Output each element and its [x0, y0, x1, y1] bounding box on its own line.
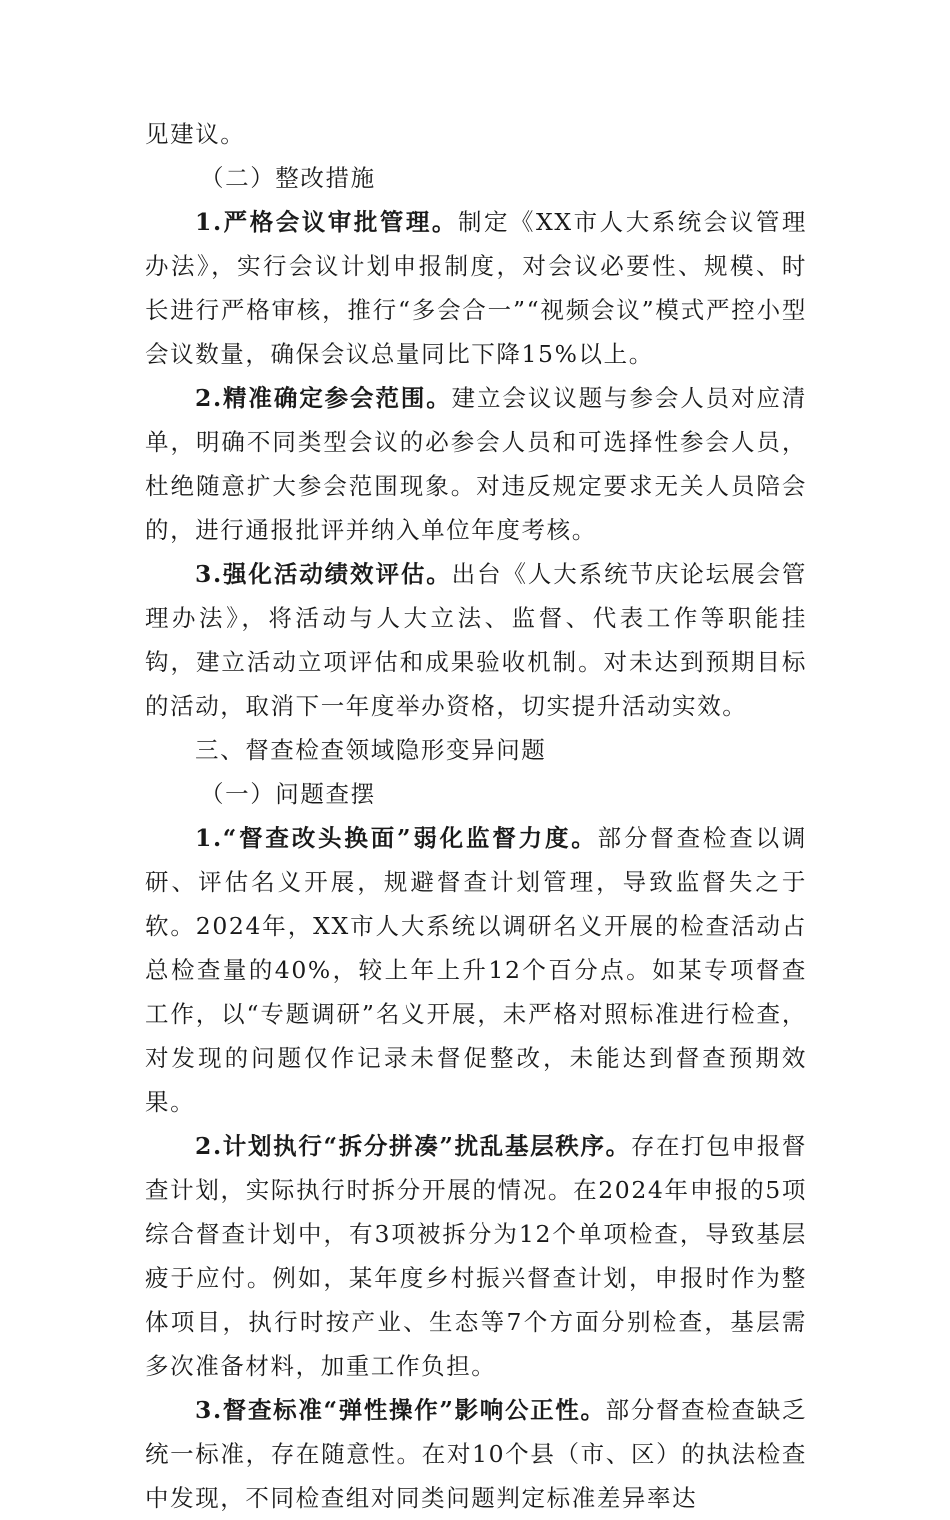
paragraph-10-text: 部分督查检查缺乏统一标准，存在随意性。在对10个县（市、区）的执法检查中发现，不同检查组对同类问题判定标准差异率达	[145, 1396, 807, 1512]
paragraph-5-text: 出台《人大系统节庆论坛展会管理办法》，将活动与人大立法、监督、代表工作等职能挂钩，建立活动立项评估和成果验收机制。对未达到预期目标的活动，取消下一年度举办资格，切实提升活动实效。	[145, 560, 807, 720]
section-heading-inspection: 三、督查检查领域隐形变异问题	[195, 736, 547, 764]
paragraph-7	[145, 772, 807, 816]
section-heading-rectification: （二）整改措施	[200, 164, 376, 192]
paragraph-9	[145, 1124, 807, 1388]
paragraph-9-text: 存在打包申报督查计划，实际执行时拆分开展的情况。在2024年申报的5项综合督查计划中，有3项被拆分为12个单项检查，导致基层疲于应付。例如，某年度乡村振兴督查计划，申报时作为整体项目，执行时按产业、生态等7个方面分别检查，基层需多次准备材料，加重工作负担。	[145, 1132, 808, 1380]
paragraph-3-lead: 1.严格会议审批管理。	[195, 208, 458, 236]
paragraph-5-lead: 3.强化活动绩效评估。	[195, 560, 452, 588]
paragraph-10-lead: 3.督查标准“弹性操作”影响公正性。	[195, 1396, 606, 1424]
paragraph-10	[145, 1388, 807, 1520]
paragraph-8	[145, 816, 807, 1124]
paragraph-8-text: 部分督查检查以调研、评估名义开展，规避督查计划管理，导致监督失之于软。2024年，XX市人大系统以调研名义开展的检查活动占总检查量的40%，较上年上升12个百分点。如某专项督查工作，以“专题调研”名义开展，未严格对照标准进行检查，对发现的问题仅作记录未督促整改，未能达到督查预期效果。	[145, 824, 807, 1116]
paragraph-1-text: 见建议。	[145, 120, 246, 148]
paragraph-3-text: 制定《XX市人大系统会议管理办法》，实行会议计划申报制度，对会议必要性、规模、时长进行严格审核，推行“多会合一”“视频会议”模式严控小型会议数量，确保会议总量同比下降15%以上。	[145, 208, 807, 368]
paragraph-4-lead: 2.精准确定参会范围。	[195, 384, 452, 412]
paragraph-5	[145, 552, 807, 728]
paragraph-8-lead: 1.“督查改头换面”弱化监督力度。	[195, 824, 598, 852]
paragraph-6	[145, 728, 807, 772]
document-body	[145, 112, 807, 1520]
paragraph-9-lead: 2.计划执行“拆分拼凑”扰乱基层秩序。	[195, 1132, 631, 1160]
paragraph-3	[145, 200, 807, 376]
paragraph-4-text: 建立会议议题与参会人员对应清单，明确不同类型会议的必参会人员和可选择性参会人员，杜绝随意扩大参会范围现象。对违反规定要求无关人员陪会的，进行通报批评并纳入单位年度考核。	[145, 384, 807, 544]
paragraph-1	[145, 112, 807, 156]
paragraph-4	[145, 376, 807, 552]
paragraph-2	[145, 156, 807, 200]
section-heading-problems: （一）问题查摆	[200, 780, 376, 808]
